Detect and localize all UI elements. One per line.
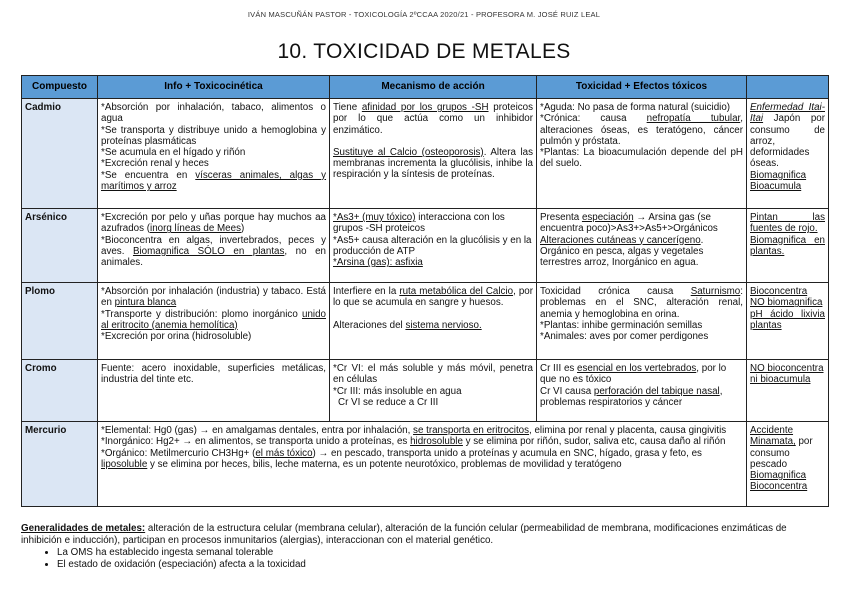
cromo-info: Fuente: acero inoxidable, superficies metálicas, industria del tinte etc. bbox=[98, 360, 330, 422]
table-row bbox=[22, 422, 829, 507]
arsenico-toxicidad: Presenta especiación → Arsina gas (se encuentra poco)>As3+>As5+>Orgánicos Alteraciones cutáneas y cancerígeno. Orgánico en pesca, algas y vegetales terrestres arroz, Inorgánico en agua. bbox=[537, 209, 747, 283]
table-row bbox=[22, 360, 829, 422]
cromo-toxicidad: Cr III es esencial en los vertebrados, por lo que no es tóxico Cr VI causa perforación del tabique nasal, problemas respiratorios y cáncer bbox=[537, 360, 747, 422]
cromo-extra: NO bioconcentra ni bioacumula bbox=[747, 360, 829, 422]
general-notes-text: alteración de la estructura celular (membrana celular), alteración de la función celular (permeabilidad de membrana, modificaciones enzimáticas de inhibición e inducción), participan en procesos inmunitarios (alergias), interaccionan con el material genético. bbox=[21, 523, 787, 546]
table-header-row bbox=[22, 76, 829, 99]
cadmio-extra: Enfermedad Itai-Itai Japón por consumo de arroz, deformidades óseas. Biomagnifica Bioacumula bbox=[747, 99, 829, 209]
cadmio-mecanismo: Tiene afinidad por los grupos -SH proteicos por lo que actúa como un inhibidor enzimático. Sustituye al Calcio (osteoporosis). Altera las membranas incrementa la glucólisis, inhibe la respiración y la síntesis de proteínas. bbox=[330, 99, 537, 209]
metals-table bbox=[21, 75, 829, 507]
plomo-mecanismo: Interfiere en la ruta metabólica del Calcio, por lo que se acumula en sangre y huesos. Alteraciones del sistema nervioso. bbox=[330, 283, 537, 360]
document-header: IVÁN MASCUÑÁN PASTOR - TOXICOLOGÍA 2ºCCAA 2020/21 - PROFESORA M. JOSÉ RUIZ LEAL bbox=[247, 10, 601, 19]
column-header-compuesto: Compuesto bbox=[22, 76, 98, 99]
table-row bbox=[22, 283, 829, 360]
column-header-extra bbox=[747, 76, 829, 99]
arsenico-mecanismo: *As3+ (muy tóxico) interacciona con los grupos -SH proteicos *As5+ causa alteración en la glucólisis y en la producción de ATP *Arsina (gas): asfixia bbox=[330, 209, 537, 283]
general-notes bbox=[21, 523, 828, 571]
plomo-extra: Bioconcentra NO biomagnifica pH ácido lixivia plantas bbox=[747, 283, 829, 360]
arsenico-extra: Pintan las fuentes de rojo. Biomagnifica en plantas. bbox=[747, 209, 829, 283]
arsenico-info: *Excreción por pelo y uñas porque hay muchos aa azufrados (inorg líneas de Mees) *Bioconcentra en algas, invertebrados, peces y aves. Biomagnifica SÓLO en plantas, no en animales. bbox=[98, 209, 330, 283]
compound-arsenico: Arsénico bbox=[22, 209, 98, 283]
cromo-mecanismo: *Cr VI: el más soluble y más móvil, penetra en células *Cr III: más insoluble en agua Cr VI se reduce a Cr III bbox=[330, 360, 537, 422]
cadmio-info: *Absorción por inhalación, tabaco, alimentos o agua *Se transporta y distribuye unido a hemoglobina y proteínas plasmáticas *Se acumula en el hígado y riñón *Excreción renal y heces *Se encuentra en vísceras animales, algas y marítimos y arroz bbox=[98, 99, 330, 209]
notes-list bbox=[21, 547, 828, 571]
column-header-mecanismo: Mecanismo de acción bbox=[330, 76, 537, 99]
table-row bbox=[22, 209, 829, 283]
column-header-toxicidad: Toxicidad + Efectos tóxicos bbox=[537, 76, 747, 99]
column-header-info: Info + Toxicocinética bbox=[98, 76, 330, 99]
page-title: 10. TOXICIDAD DE METALES bbox=[277, 40, 571, 63]
compound-cadmio: Cadmio bbox=[22, 99, 98, 209]
table-row bbox=[22, 99, 829, 209]
list-item: • La OMS ha establecido ingesta semanal tolerable bbox=[57, 547, 828, 559]
cadmio-toxicidad: *Aguda: No pasa de forma natural (suicidio) *Crónica: causa nefropatía tubular, alteraciones óseas, es teratógeno, cáncer pulmón y próstata. *Plantas: La bioacumulación depende del pH del suelo. bbox=[537, 99, 747, 209]
list-item: • El estado de oxidación (especiación) afecta a la toxicidad bbox=[57, 559, 828, 571]
compound-mercurio: Mercurio bbox=[22, 422, 98, 507]
compound-cromo: Cromo bbox=[22, 360, 98, 422]
compound-plomo: Plomo bbox=[22, 283, 98, 360]
mercurio-info: *Elemental: Hg0 (gas) → en amalgamas dentales, entra por inhalación, se transporta en eritrocitos, elimina por renal y placenta, causa gingivitis *Inorgánico: Hg2+ → en alimentos, se transporta unido a proteínas, es hidrosoluble y se elimina por riñón, sudor, saliva etc, causa daño al riñón *Orgánico: Metilmercurio CH3Hg+ (el más tóxico) → en pescado, transporta unido a proteínas y acumula en SNC, hígado, grasa y feto, es liposoluble y se elimina por heces, bilis, leche materna, es un potente neurotóxico, problemas de movilidad y teratógeno bbox=[98, 422, 747, 507]
general-notes-label: Generalidades de metales: bbox=[21, 523, 146, 534]
plomo-info: *Absorción por inhalación (industria) y tabaco. Está en pintura blanca *Transporte y distribución: plomo inorgánico unido al eritrocito (anemia hemolítica) *Excreción por orina (hidrosoluble) bbox=[98, 283, 330, 360]
mercurio-extra: Accidente Minamata, por consumo pescado Biomagnifica Bioconcentra bbox=[747, 422, 829, 507]
plomo-toxicidad: Toxicidad crónica causa Saturnismo: problemas en el SNC, alteración renal, anemia y hemoglobina en orina. *Plantas: inhibe germinación semillas *Animales: aves por comer perdigones bbox=[537, 283, 747, 360]
